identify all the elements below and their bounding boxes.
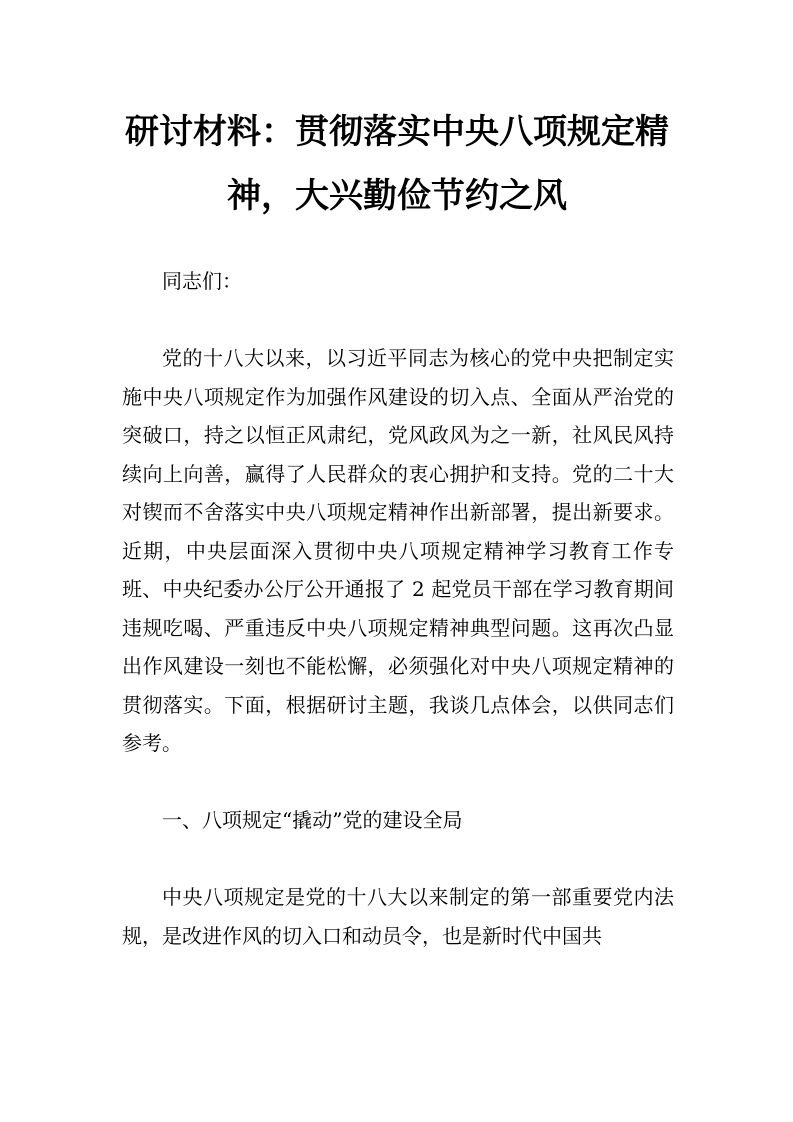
document-title: 研讨材料：贯彻落实中央八项规定精神，大兴勤俭节约之风 [125,112,669,216]
section-heading: 一、八项规定“撬动”党的建设全局 [162,808,463,832]
document-body [122,262,674,994]
intro-paragraph: 党的十八大以来，以习近平同志为核心的党中央把制定实施中央八项规定作为加强作风建设的切入点、全面从严治党的突破口，持之以恒正风肃纪，党风政风为之一新，社风民风持续向上向善，赢得了人民群众的衷心拥护和支持。党的二十大对锲而不舍落实中央八项规定精神作出新部署，提出新要求。近期，中央层面深入贯彻中央八项规定精神学习教育工作专班、中央纪委办公厅公开通报了 2 起党员干部在学习教育期间违规吃喝、严重违反中央八项规定精神典型问题。这再次凸显出作风建设一刻也不能松懈，必须强化对中央八项规定精神的贯彻落实。下面，根据研讨主题，我谈几点体会，以供同志们参考。 [122,346,674,755]
greeting: 同志们： [162,269,242,293]
section-paragraph: 中央八项规定是党的十八大以来制定的第一部重要党内法规，是改进作风的切入口和动员令，也是新时代中国共 [122,885,674,948]
